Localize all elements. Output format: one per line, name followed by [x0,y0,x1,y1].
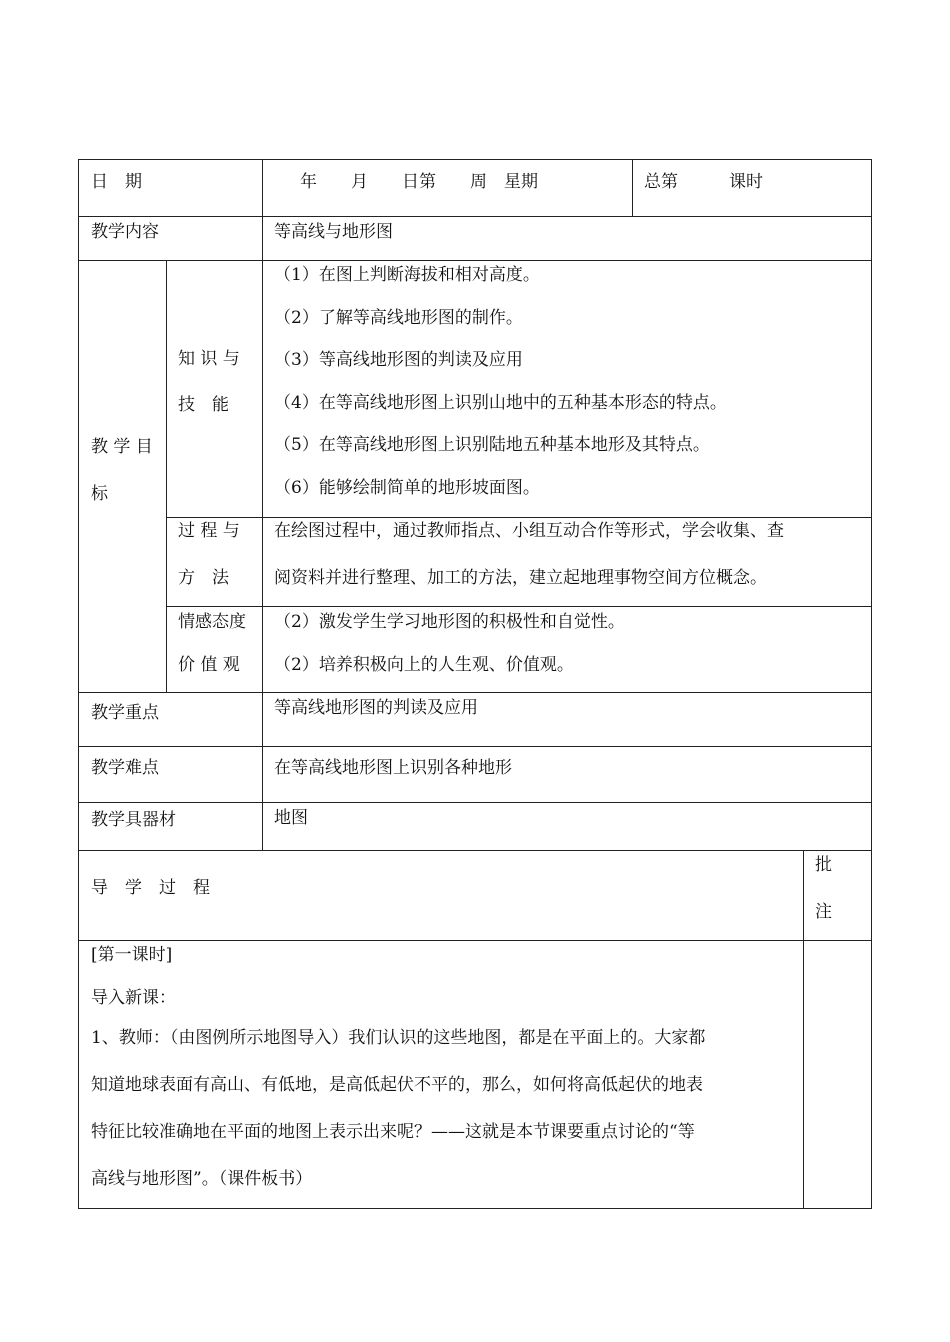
body-line: 高线与地形图”。（课件板书） [91,1169,313,1189]
guide-process-label: 导 学 过 程 [91,878,210,898]
remark-label-line2: 注 [815,902,832,922]
key-point-value: 等高线地形图的判读及应用 [274,698,478,718]
knowledge-item: （4）在等高线地形图上识别山地中的五种基本形态的特点。 [274,393,727,413]
knowledge-item: （2）了解等高线地形图的制作。 [274,308,523,328]
emotion-label-line1: 情感态度 [178,612,246,632]
body-line: 1、教师：（由图例所示地图导入）我们认识的这些地图，都是在平面上的。大家都 [91,1028,706,1048]
body-line: 特征比较准确地在平面的地图上表示出来呢？——这就是本节课要重点讨论的“等 [91,1122,695,1142]
col-border-label [262,159,263,851]
row-border-top [78,159,872,160]
process-label-line1: 过 程 与 [178,521,240,541]
knowledge-item: （3）等高线地形图的判读及应用 [274,350,523,370]
process-text-line: 在绘图过程中，通过教师指点、小组互动合作等形式，学会收集、查 [274,521,784,541]
equipment-label: 教学具器材 [91,810,176,830]
knowledge-item: （5）在等高线地形图上识别陆地五种基本地形及其特点。 [274,435,710,455]
row-border-8 [78,850,872,851]
knowledge-item: （6）能够绘制简单的地形坡面图。 [274,478,540,498]
row-border-6 [78,746,872,747]
session-heading: [第一课时] [91,945,173,965]
process-text-line: 阅资料并进行整理、加工的方法，建立起地理事物空间方位概念。 [274,568,767,588]
row-border-3 [166,517,872,518]
row-border-2 [78,260,872,261]
emotion-label-line2: 价 值 观 [178,655,240,675]
intro-heading: 导入新课： [91,988,176,1008]
lesson-count-label: 总第 课时 [644,172,763,192]
row-border-bottom [78,1208,872,1209]
row-border-1 [78,216,872,217]
emotion-item: （2）培养积极向上的人生观、价值观。 [274,655,574,675]
col-border-right [871,159,872,1209]
row-border-5 [78,692,872,693]
body-line: 知道地球表面有高山、有低地，是高低起伏不平的，那么，如何将高低起伏的地表 [91,1075,703,1095]
date-value: 年 月 日第 周 星期 [283,172,538,192]
remark-label-line1: 批 [815,855,832,875]
knowledge-item: （1）在图上判断海拔和相对高度。 [274,265,540,285]
col-border-remark [803,850,804,1209]
date-label: 日 期 [91,172,142,192]
knowledge-label-line2: 技 能 [178,395,229,415]
difficulty-value: 在等高线地形图上识别各种地形 [274,758,512,778]
goals-label-line2: 标 [91,484,108,504]
process-label-line2: 方 法 [178,568,229,588]
content-label: 教学内容 [91,222,159,242]
col-border-left [78,159,79,1209]
row-border-4 [166,606,872,607]
row-border-9 [78,940,872,941]
col-border-lesson [632,159,633,217]
col-border-sublabel [166,260,167,693]
key-point-label: 教学重点 [91,703,159,723]
content-value: 等高线与地形图 [274,222,393,242]
difficulty-label: 教学难点 [91,758,159,778]
emotion-item: （2）激发学生学习地形图的积极性和自觉性。 [274,612,625,632]
knowledge-label-line1: 知 识 与 [178,349,240,369]
goals-label-line1: 教 学 目 [91,437,153,457]
row-border-7 [78,802,872,803]
equipment-value: 地图 [274,808,308,828]
